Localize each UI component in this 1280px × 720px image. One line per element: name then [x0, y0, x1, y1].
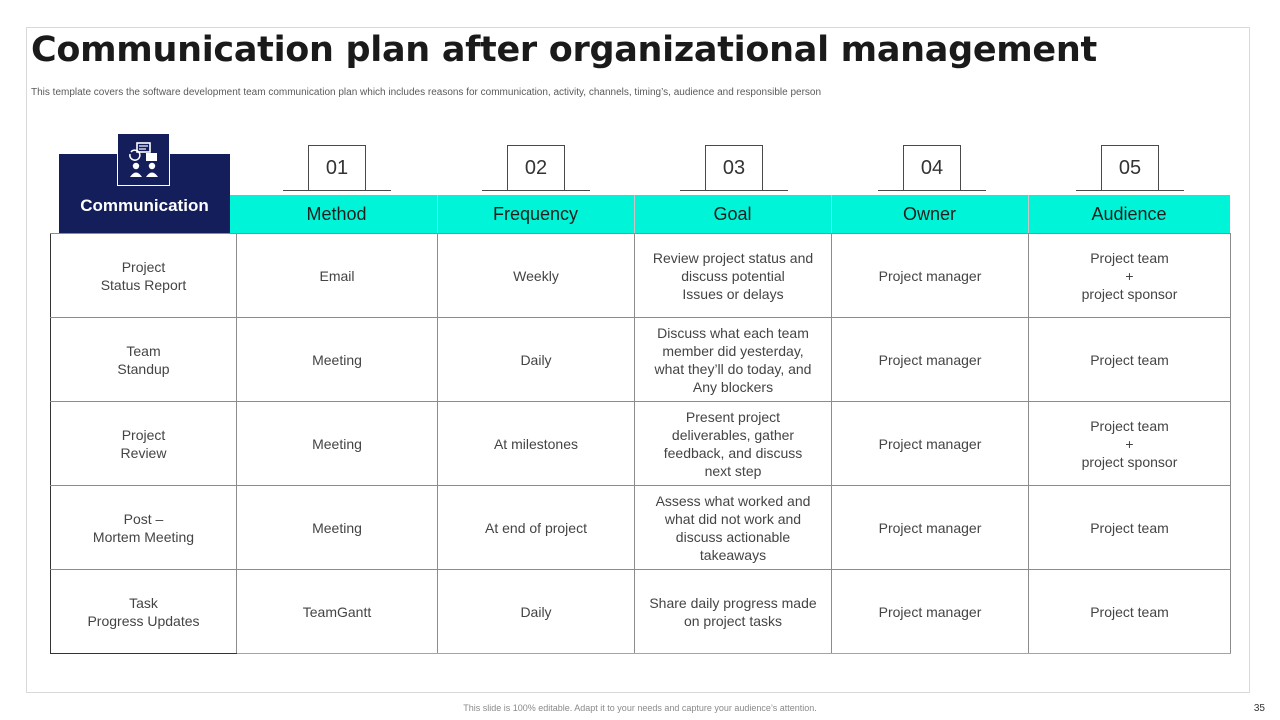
row-name-cell: Project Review — [51, 402, 237, 486]
frequency-cell: Daily — [438, 570, 635, 654]
frequency-cell: At end of project — [438, 486, 635, 570]
method-cell: Meeting — [237, 402, 438, 486]
audience-cell: Project team + project sponsor — [1029, 402, 1231, 486]
communication-label: Communication — [80, 196, 209, 215]
step-number-01: 01 — [308, 145, 366, 190]
page-subtitle: This template covers the software development team communication plan which includes reasons for communication, activity, channels, timing’s, audience and responsible person — [31, 87, 822, 98]
column-divider — [634, 195, 635, 233]
owner-cell: Project manager — [832, 318, 1029, 402]
column-divider — [437, 195, 438, 233]
audience-cell: Project team + project sponsor — [1029, 234, 1231, 318]
table-row — [51, 318, 1231, 402]
goal-cell: Present project deliverables, gather feedback, and discuss next step — [635, 402, 832, 486]
team-communication-icon — [117, 133, 170, 186]
method-cell: TeamGantt — [237, 570, 438, 654]
column-header-owner: Owner — [902, 204, 956, 224]
owner-cell: Project manager — [832, 486, 1029, 570]
frequency-cell: Daily — [438, 318, 635, 402]
page-number: 35 — [1253, 703, 1265, 714]
page-title: Communication plan after organizational management — [31, 30, 1097, 70]
owner-cell: Project manager — [832, 570, 1029, 654]
audience-cell: Project team — [1029, 318, 1231, 402]
row-name-cell: Project Status Report — [51, 234, 237, 318]
step-underline — [482, 190, 590, 191]
step-number-05: 05 — [1101, 145, 1159, 190]
goal-cell: Review project status and discuss potential Issues or delays — [635, 234, 832, 318]
step-underline — [1076, 190, 1184, 191]
table-row — [51, 402, 1231, 486]
method-cell: Email — [237, 234, 438, 318]
column-header-goal: Goal — [713, 204, 752, 224]
goal-cell: Discuss what each team member did yesterday, what they’ll do today, and Any blockers — [635, 318, 832, 402]
table-row — [51, 234, 1231, 318]
column-divider — [1028, 195, 1029, 233]
method-cell: Meeting — [237, 318, 438, 402]
step-underline — [878, 190, 986, 191]
column-header-audience: Audience — [1091, 204, 1167, 224]
table-row — [51, 570, 1231, 654]
frequency-cell: Weekly — [438, 234, 635, 318]
audience-cell: Project team — [1029, 486, 1231, 570]
owner-cell: Project manager — [832, 402, 1029, 486]
row-name-cell: Task Progress Updates — [51, 570, 237, 654]
row-name-cell: Team Standup — [51, 318, 237, 402]
goal-cell: Assess what worked and what did not work and discuss actionable takeaways — [635, 486, 832, 570]
step-underline — [680, 190, 788, 191]
goal-cell: Share daily progress made on project tasks — [635, 570, 832, 654]
frequency-cell: At milestones — [438, 402, 635, 486]
column-divider — [831, 195, 832, 233]
row-name-cell: Post – Mortem Meeting — [51, 486, 237, 570]
communication-plan-table — [50, 233, 1231, 654]
footer-note: This slide is 100% editable. Adapt it to your needs and capture your audience’s attention. — [463, 703, 817, 713]
step-underline — [283, 190, 391, 191]
column-header-frequency: Frequency — [492, 204, 579, 224]
table-row — [51, 486, 1231, 570]
audience-cell: Project team — [1029, 570, 1231, 654]
step-number-04: 04 — [903, 145, 961, 190]
column-header-method: Method — [306, 204, 367, 224]
owner-cell: Project manager — [832, 234, 1029, 318]
step-number-02: 02 — [507, 145, 565, 190]
method-cell: Meeting — [237, 486, 438, 570]
step-number-03: 03 — [705, 145, 763, 190]
